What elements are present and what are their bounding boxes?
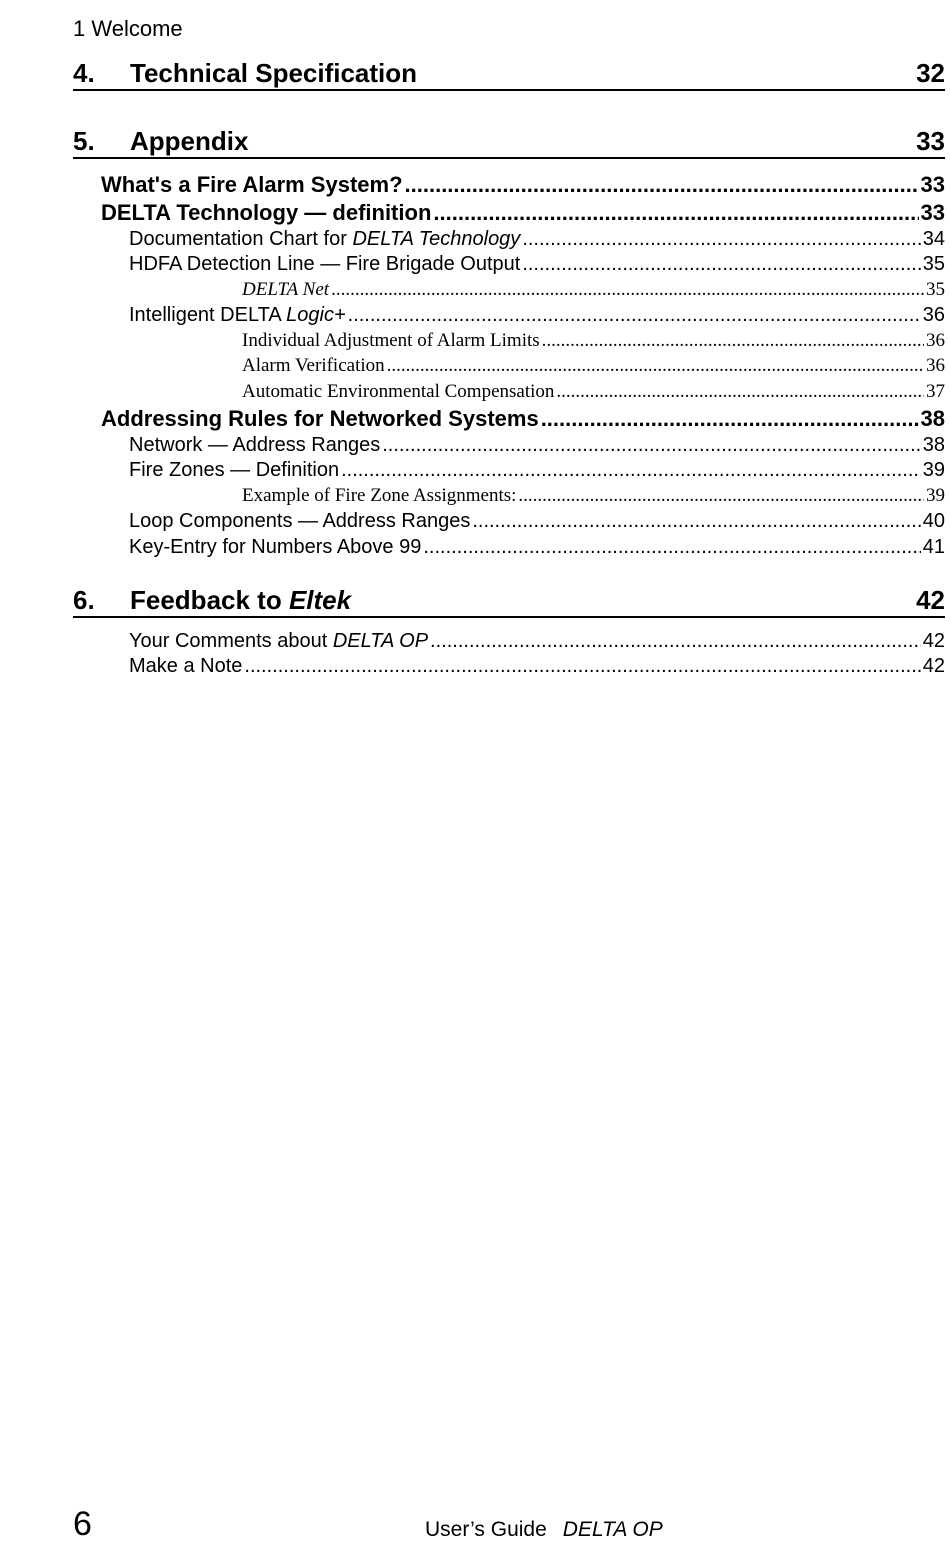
chapter-page: 33: [916, 126, 945, 156]
running-head: 1 Welcome: [73, 16, 183, 41]
entry-page: 34: [922, 228, 945, 250]
chapter-title-text: Feedback to: [130, 585, 289, 615]
entry-page: 36: [926, 330, 945, 351]
toc-entry-alarm-verification[interactable]: [242, 355, 945, 377]
entry-page: 33: [920, 200, 945, 225]
dot-leader: [542, 330, 924, 352]
toc-entry-fire-zone-assignments[interactable]: [242, 485, 945, 507]
entry-label: [242, 279, 329, 301]
toc-chapter-4[interactable]: [73, 57, 945, 91]
entry-label-emphasis: DELTA Net: [242, 279, 330, 300]
chapter-title: Technical Specification: [130, 58, 418, 88]
entry-label: Individual Adjustment of Alarm Limits: [242, 330, 540, 351]
dot-leader: [541, 406, 919, 432]
entry-label: Key-Entry for Numbers Above 99: [129, 536, 422, 558]
toc-entry-addressing-rules[interactable]: [101, 406, 945, 432]
dot-leader: [522, 253, 920, 276]
entry-page: 36: [926, 355, 945, 376]
toc-entry-intelligent-delta-logic[interactable]: [129, 304, 945, 327]
dot-leader: [430, 630, 921, 653]
entry-page: 41: [922, 536, 945, 558]
dot-leader: [331, 279, 924, 301]
entry-page: 38: [920, 406, 945, 431]
dot-leader: [244, 655, 920, 678]
toc-chapter-6[interactable]: [73, 584, 945, 618]
chapter-title: [130, 585, 916, 616]
entry-label: Alarm Verification: [242, 355, 385, 376]
chapter-number: 5.: [73, 126, 95, 156]
dot-leader: [382, 434, 921, 457]
dot-leader: [423, 536, 920, 559]
entry-label: [129, 228, 520, 251]
dot-leader: [405, 172, 919, 198]
dot-leader: [472, 510, 920, 533]
toc-entry-delta-net[interactable]: [242, 279, 945, 301]
entry-page: 37: [926, 381, 945, 402]
toc-entry-alarm-limits[interactable]: [242, 330, 945, 352]
entry-page: 33: [920, 172, 945, 197]
entry-page: 42: [922, 630, 945, 652]
toc-entry-fire-zones[interactable]: [129, 459, 945, 482]
entry-label: Fire Zones — Definition: [129, 459, 340, 481]
chapter-page: 32: [916, 58, 945, 88]
entry-label: HDFA Detection Line — Fire Brigade Output: [129, 253, 521, 275]
entry-label-emphasis: DELTA OP: [332, 630, 429, 652]
toc-entry-make-a-note[interactable]: [129, 655, 945, 678]
toc-entry-environmental-compensation[interactable]: [242, 381, 945, 403]
toc-entry-documentation-chart[interactable]: [129, 228, 945, 251]
entry-label: What's a Fire Alarm System?: [101, 172, 403, 197]
toc-chapter-5[interactable]: [73, 125, 945, 159]
entry-label-emphasis: DELTA Technology: [352, 228, 521, 250]
chapter-title: Appendix: [130, 126, 249, 156]
entry-page: 42: [922, 655, 945, 677]
dot-leader: [387, 355, 924, 377]
dot-leader: [348, 304, 921, 327]
toc-entry-network-address-ranges[interactable]: [129, 434, 945, 457]
footer-title: [425, 1518, 663, 1542]
chapter-page: 42: [916, 585, 945, 615]
dot-leader: [433, 200, 918, 226]
footer-product-name: DELTA OP: [562, 1518, 663, 1541]
entry-label-text: Intelligent DELTA: [129, 304, 287, 326]
entry-page: 35: [922, 253, 945, 275]
entry-label: [129, 630, 428, 653]
footer-page-number: 6: [73, 1505, 92, 1543]
dot-leader: [341, 459, 921, 482]
entry-label: [129, 304, 346, 327]
toc-entry-your-comments[interactable]: [129, 630, 945, 653]
entry-label: Network — Address Ranges: [129, 434, 381, 456]
entry-label: DELTA Technology — definition: [101, 200, 432, 225]
dot-leader: [518, 485, 924, 507]
entry-page: 38: [922, 434, 945, 456]
entry-page: 39: [926, 485, 945, 506]
toc-entry-hdfa-detection-line[interactable]: [129, 253, 945, 276]
entry-label: Make a Note: [129, 655, 243, 677]
toc-entry-loop-components[interactable]: [129, 510, 945, 533]
entry-label-text: Documentation Chart for: [129, 228, 353, 250]
dot-leader: [522, 228, 920, 251]
entry-label: Automatic Environmental Compensation: [242, 381, 555, 402]
entry-label: Example of Fire Zone Assignments:: [242, 485, 517, 506]
entry-page: 35: [926, 279, 945, 300]
chapter-number: 6.: [73, 585, 95, 615]
footer-guide-label: User’s Guide: [425, 1518, 547, 1541]
toc-entry-fire-alarm-system[interactable]: [101, 172, 945, 198]
entry-label: Addressing Rules for Networked Systems: [101, 406, 539, 431]
entry-label-text: Your Comments about: [129, 630, 333, 652]
entry-page: 36: [922, 304, 945, 326]
chapter-number: 4.: [73, 58, 95, 88]
entry-label: Loop Components — Address Ranges: [129, 510, 471, 532]
toc-entry-key-entry[interactable]: [129, 536, 945, 559]
entry-label-emphasis: Logic+: [286, 304, 346, 326]
entry-page: 39: [922, 459, 945, 481]
entry-page: 40: [922, 510, 945, 532]
dot-leader: [556, 381, 924, 403]
chapter-title-brand: Eltek: [288, 585, 352, 615]
toc-entry-delta-technology[interactable]: [101, 200, 945, 226]
